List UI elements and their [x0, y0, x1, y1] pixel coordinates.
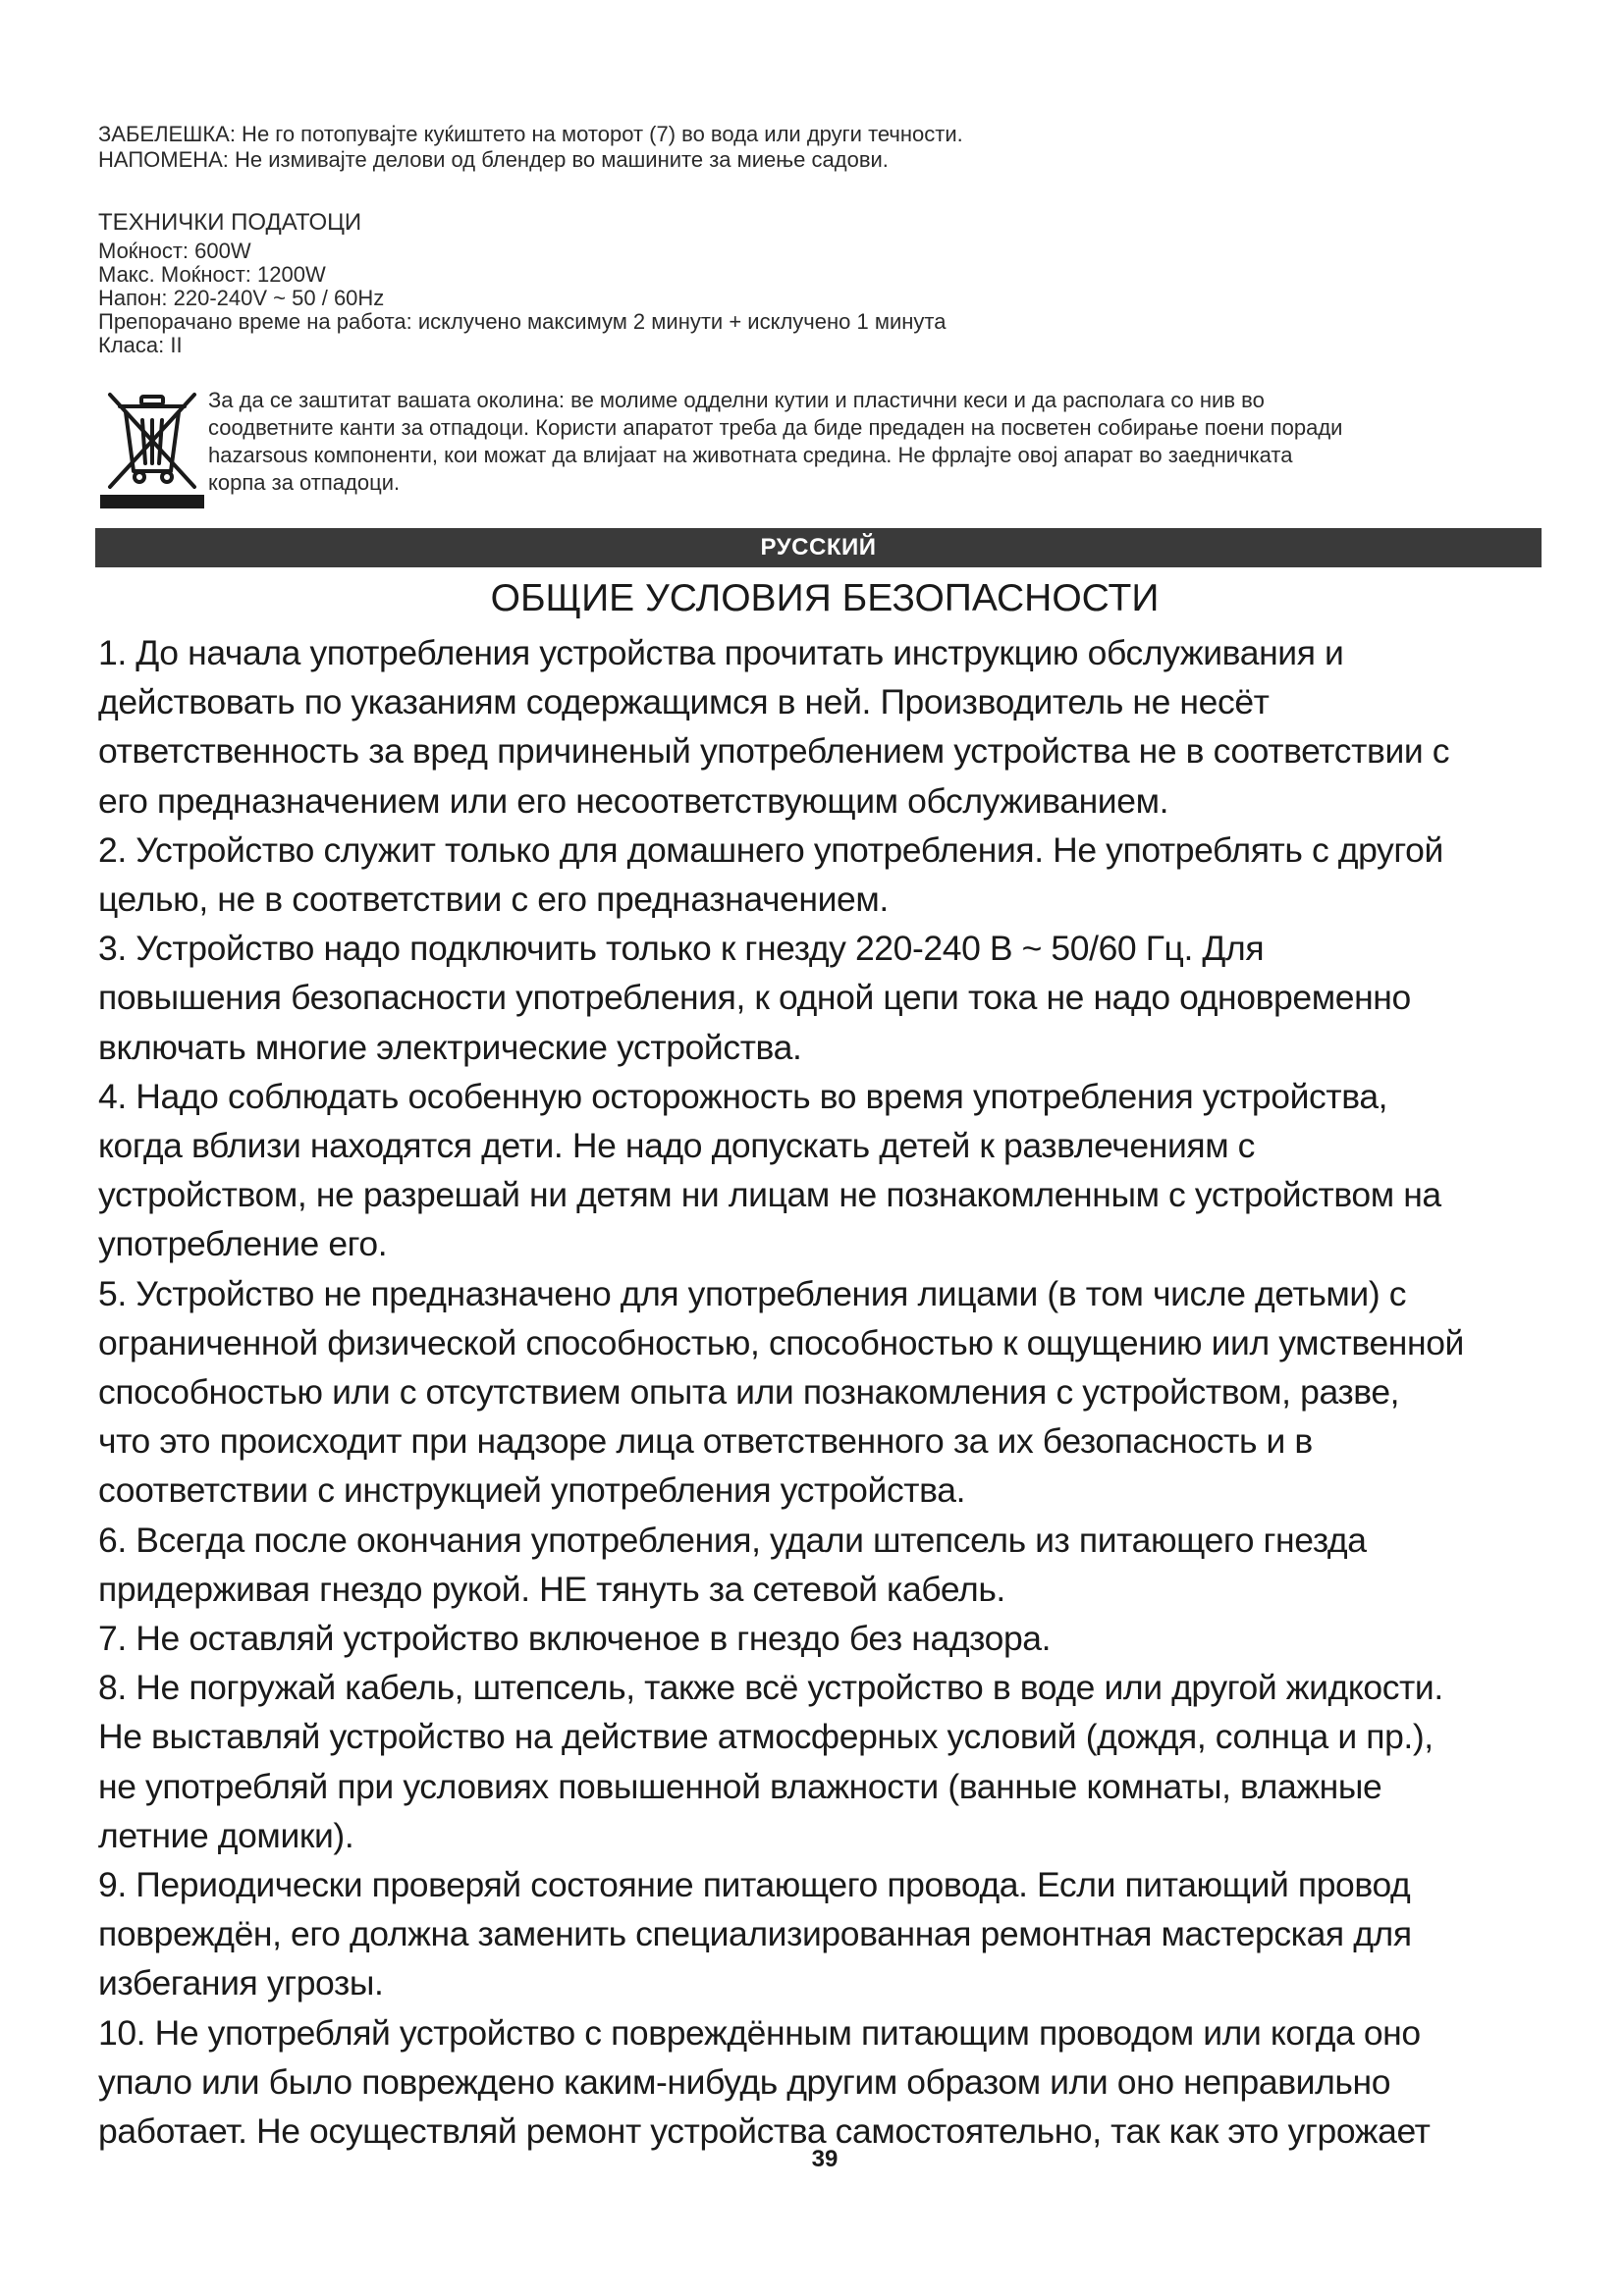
instruction-line: когда вблизи находятся дети. Не надо допускать детей к развлечениям с: [98, 1126, 1256, 1166]
instruction-line: соответствии с инструкцией употребления устройства.: [98, 1470, 966, 1511]
environment-line: hazarsous компоненти, кои можат да влијаат на животната средина. Не фрлајте овој апарат во заедничката: [208, 443, 1293, 467]
instruction-line: включать многие электрические устройства.: [98, 1027, 802, 1067]
instruction-line: ограниченной физической способностью, способностью к ощущению иил умственной: [98, 1322, 1464, 1362]
instruction-line: повреждён, его должна заменить специализированная ремонтная мастерская для: [98, 1914, 1412, 1954]
instruction-line: Не выставляй устройство на действие атмосферных условий (дождя, солнца и пр.),: [98, 1717, 1434, 1757]
instruction-line: 6. Всегда после окончания употребления, удали штепсель из питающего гнезда: [98, 1520, 1367, 1560]
notes-block: [98, 122, 1551, 173]
language-section-bar: РУССКИЙ: [95, 528, 1542, 567]
instruction-line: летние домики).: [98, 1815, 354, 1855]
crossed-out-bin-icon: [98, 385, 206, 512]
instruction-line: ответственность за вред причиненый употреблением устройства не в соответствии с: [98, 731, 1450, 772]
environment-line: соодветните канти за отпадоци. Користи апаратот треба да биде предаден на посветен собирање поени поради: [208, 415, 1343, 440]
instruction-line: избегания угрозы.: [98, 1963, 384, 2003]
instruction-line: повышения безопасности употребления, к одной цепи тока не надо одновременно: [98, 978, 1411, 1018]
section-title: ОБЩИЕ УСЛОВИЯ БЕЗОПАСНОСТИ: [490, 577, 1160, 619]
instruction-line: придерживая гнездо рукой. НЕ тянуть за сетевой кабель.: [98, 1569, 1005, 1609]
instruction-line: 7. Не оставляй устройство включеное в гнездо без надзора.: [98, 1619, 1052, 1659]
environment-notice: [208, 387, 1543, 497]
instruction-line: не употребляй при условиях повышенной влажности (ванные комнаты, влажные: [98, 1766, 1382, 1806]
instruction-line: 2. Устройство служит только для домашнего употребления. Не употреблять с другой: [98, 829, 1443, 870]
instruction-line: 4. Надо соблюдать особенную осторожность во время употребления устройства,: [98, 1076, 1388, 1116]
instruction-line: что это происходит при надзоре лица ответственного за их безопасность и в: [98, 1421, 1313, 1462]
instruction-line: 1. До начала употребления устройства прочитать инструкцию обслуживания и: [98, 633, 1344, 672]
note-line: НАПОМЕНА: Не измивајте делови од блендер во машините за миење садови.: [98, 147, 889, 172]
technical-data-line: Моќност: 600W: [98, 239, 251, 263]
technical-data-line: Напон: 220-240V ~ 50 / 60Hz: [98, 286, 385, 310]
instruction-line: его предназначением или его несоответствующим обслуживанием.: [98, 780, 1169, 821]
environment-line: За да се заштитат вашата околина: ве молиме одделни кутии и пластични кеси и да располага со нив во: [208, 388, 1265, 412]
technical-data-heading: ТЕХНИЧКИ ПОДАТОЦИ: [98, 209, 362, 236]
technical-data-line: Класа: II: [98, 333, 183, 357]
instruction-line: устройством, не разрешай ни детям ни лицам не познакомленным с устройством на: [98, 1175, 1441, 1215]
instruction-line: действовать по указаниям содержащимся в ней. Производитель не несёт: [98, 682, 1270, 722]
technical-data-line: Препорачано време на работа: исклучено максимум 2 минути + исклучено 1 минута: [98, 309, 947, 334]
instruction-line: целью, не в соответствии с его предназначением.: [98, 880, 889, 920]
page-number: 39: [811, 2146, 839, 2172]
instruction-line: способностью или с отсутствием опыта или познакомления с устройством, разве,: [98, 1372, 1400, 1413]
instruction-line: 3. Устройство надо подключить только к гнезду 220-240 В ~ 50/60 Гц. Для: [98, 929, 1265, 969]
instruction-line: 5. Устройство не предназначено для употребления лицами (в том числе детьми) с: [98, 1273, 1407, 1313]
instruction-line: употребление его.: [98, 1224, 388, 1264]
safety-instructions: [98, 628, 1571, 2156]
instruction-line: 10. Не употребляй устройство с повреждённым питающим проводом или когда оно: [98, 2012, 1421, 2053]
instruction-line: упало или было повреждено каким-нибудь другим образом или оно неправильно: [98, 2061, 1391, 2102]
instruction-line: работает. Не осуществляй ремонт устройства самостоятельно, так как это угрожает: [98, 2111, 1431, 2152]
technical-data-line: Макс. Моќност: 1200W: [98, 262, 326, 287]
environment-line: корпа за отпадоци.: [208, 470, 401, 495]
technical-data-block: [98, 208, 1551, 357]
instruction-line: 8. Не погружай кабель, штепсель, также всё устройство в воде или другой жидкости.: [98, 1668, 1443, 1708]
note-line: ЗАБЕЛЕШКА: Не го потопувајте куќиштето на моторот (7) во вода или други течности.: [98, 122, 963, 146]
instruction-line: 9. Периодически проверяй состояние питающего провода. Если питающий провод: [98, 1865, 1411, 1905]
